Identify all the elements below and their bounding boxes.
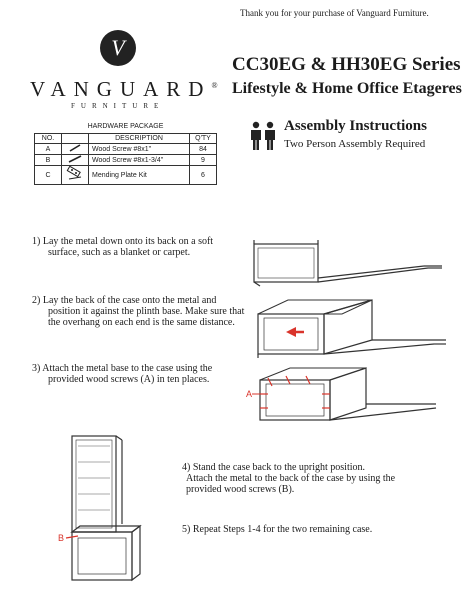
callout-b: B [58, 533, 65, 543]
metal-frame-illustration [248, 238, 448, 290]
row-description: Wood Screw #8x1-3/4" [89, 155, 190, 166]
row-qty: 84 [190, 144, 217, 155]
logo-letter: V [111, 35, 125, 60]
series-subtitle: Lifestyle & Home Office Etageres [232, 80, 462, 97]
vanguard-logo-icon [100, 30, 136, 66]
row-description: Mending Plate Kit [89, 166, 190, 185]
step-5 [182, 524, 372, 535]
step-4 [182, 462, 395, 495]
hardware-table [34, 133, 217, 185]
screw-attachment-illustration [246, 364, 446, 432]
step-line: 4) Stand the case back to the upright position. [182, 462, 366, 473]
brand-name [30, 77, 218, 102]
table-row [35, 166, 217, 185]
row-no: B [35, 155, 62, 166]
step-line: provided wood screws (A) in ten places. [48, 374, 210, 385]
step-line: provided wood screws (B). [186, 484, 295, 495]
step-line: 1) Lay the metal down onto its back on a soft [32, 236, 214, 247]
step-line: position it against the plinth base. Make sure that [48, 306, 245, 317]
col-qty: Q'TY [190, 134, 217, 144]
two-person-icon [247, 120, 279, 152]
series-title: CC30EG & HH30EG Series [232, 54, 461, 75]
row-description: Wood Screw #8x1" [89, 144, 190, 155]
mending-plate-icon [62, 166, 89, 185]
screw-icon [62, 155, 89, 166]
upright-etagere-illustration [56, 432, 156, 588]
step-line: 2) Lay the back of the case onto the metal and [32, 295, 217, 306]
step-2 [32, 295, 244, 328]
callout-a: A [246, 389, 253, 399]
col-icon [62, 134, 89, 144]
step-1 [32, 236, 213, 258]
step-3 [32, 363, 212, 385]
step-line: surface, such as a blanket or carpet. [48, 247, 191, 258]
red-arrow-icon [286, 327, 296, 337]
step-line: 5) Repeat Steps 1-4 for the two remaining case. [182, 524, 373, 535]
col-description: DESCRIPTION [89, 134, 190, 144]
table-row [35, 155, 217, 166]
hardware-package-title: HARDWARE PACKAGE [87, 123, 164, 130]
row-qty: 6 [190, 166, 217, 185]
step-line: 3) Attach the metal base to the case using the [32, 363, 213, 374]
col-no: NO. [35, 134, 62, 144]
brand-subtitle: FURNITURE [71, 102, 165, 110]
step-line: the overhang on each end is the same distance. [48, 317, 235, 328]
assembly-subtitle: Two Person Assembly Required [284, 138, 426, 150]
row-no: A [35, 144, 62, 155]
registered-mark: ® [211, 81, 218, 90]
table-row [35, 144, 217, 155]
assembly-title: Assembly Instructions [284, 118, 427, 134]
row-qty: 9 [190, 155, 217, 166]
case-on-frame-illustration [250, 296, 450, 364]
screw-icon [62, 144, 89, 155]
table-header-row [35, 134, 217, 144]
step-line: Attach the metal to the back of the case by using the [186, 473, 396, 484]
brand-word: VANGUARD [30, 77, 212, 101]
thank-you-note: Thank you for your purchase of Vanguard Furniture. [240, 8, 429, 18]
row-no: C [35, 166, 62, 185]
